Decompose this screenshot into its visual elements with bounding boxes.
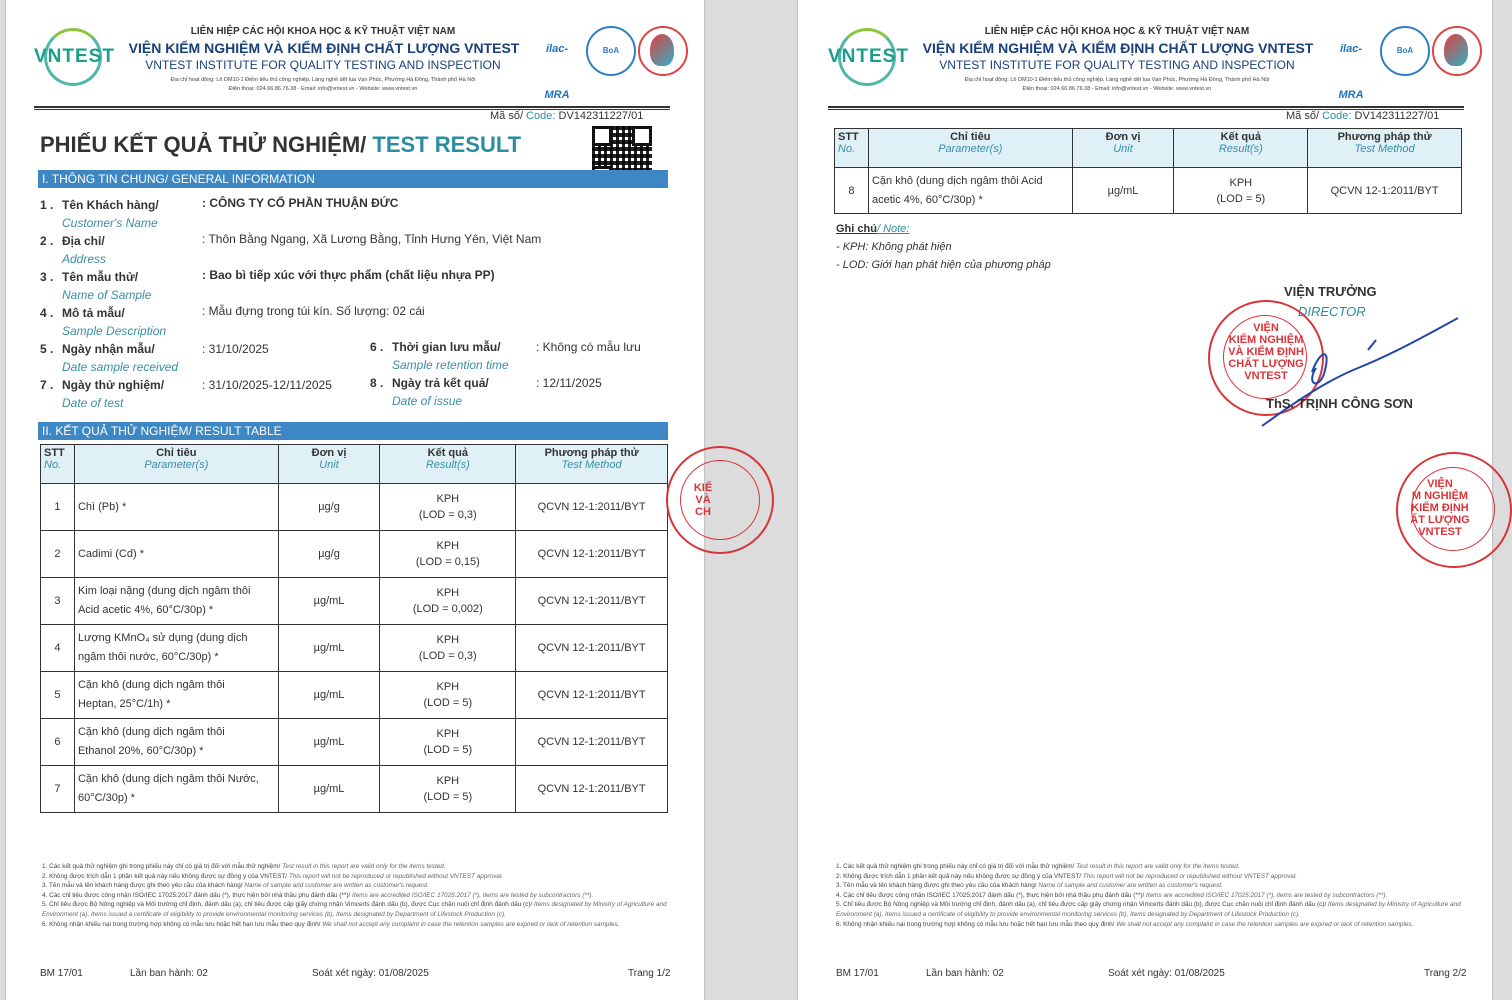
result-table	[40, 444, 668, 813]
field-sample-value: : Bao bì tiếp xúc với thực phẩm (chất liệu nhựa PP)	[202, 268, 495, 282]
footer-form: BM 17/01	[40, 968, 83, 979]
vntest-logo: VNTEST	[34, 28, 110, 88]
director-title: VIỆN TRƯỞNG	[1284, 284, 1377, 299]
footer-review: Soát xét ngày: 01/08/2025	[312, 968, 429, 979]
vimcerts-badge-icon	[638, 26, 688, 76]
table-row: 4 Lượng KMnO₄ sử dụng (dung dịch ngâm thôi nước, 60°C/30p) * µg/mL KPH (LOD = 0,3) QCVN 12-1:2011/BYT	[41, 625, 668, 672]
table-row: 8 Cặn khô (dung dịch ngâm thôi Acid acetic 4%, 60°C/30p) * µg/mL KPH (LOD = 5) QCVN 12-1:2011/BYT	[835, 168, 1462, 214]
section-result-table: II. KẾT QUẢ THỬ NGHIỆM/ RESULT TABLE	[38, 422, 668, 440]
report-notes: 1. Các kết quả thử nghiệm ghi trong phiếu này chỉ có giá trị đối với mẫu thử nghiệm/ Test result in this report are valid only for the items tested. 2. Không được trích dẫn 1 phần kết quả này nếu không được sự đồng ý của VNTEST/ This report will not be reproduced or republished without VNTEST approval. 3. Tên mẫu và tên khách hàng được ghi theo yêu cầu của khách hàng/ Name of sample and customer are written as customer's request. 4. Các chỉ tiêu được công nhận ISO/IEC 17025:2017 đánh dấu (*), thực hiện bởi nhà thầu phụ đánh dấu (**)/ Items are accredited ISO/IEC 17025:2017 (*), items are tested by subcontractors (**). 5. Chỉ tiêu được Bộ Nông nghiệp và Môi trường chỉ định, đánh dấu (a), chỉ tiêu được cấp giấy chứng nhận Vimcerts đánh dấu (b), được Cục chăn nuôi chỉ định đánh dấu (c)/ Items designated by Ministry of Agriculture and Environment (a), Items issued a certificate of eligibility to provide environmental monitoring services (b), Items designated by Department of Lifestock Production (c). 6. Không nhận khiếu nại trong trường hợp không có mẫu lưu hoặc hết hạn lưu mẫu theo quy định/ We shall not accept any complaint in case the retention samples are expired or lack of retention samples.	[836, 863, 1461, 928]
field-customer-label: 1 . Tên Khách hàng/	[40, 198, 159, 212]
col-header-parameter: Chỉ tiêu Parameter(s)	[868, 129, 1072, 168]
result-table-continued	[834, 128, 1462, 214]
footer-page: Trang 1/2	[628, 968, 671, 979]
field-testdate-sub: Date of test	[62, 396, 124, 410]
field-testdate-label: 7 . Ngày thử nghiệm/	[40, 378, 165, 392]
report-code: Mã số/ Code: DV142311227/01	[1286, 110, 1440, 122]
field-issue-label: 8 . Ngày trả kết quả/	[370, 376, 489, 390]
note-line-lod: - LOD: Giới hạn phát hiện của phương pháp	[836, 259, 1051, 271]
col-header-unit: Đơn vị Unit	[1072, 129, 1174, 168]
note-title: Ghi chú/ Note:	[836, 223, 910, 235]
table-row: 3 Kim loại nặng (dung dịch ngâm thôi Acid acetic 4%, 60°C/30p) * µg/mL KPH (LOD = 0,002) QCVN 12-1:2011/BYT	[41, 578, 668, 625]
letterhead	[828, 22, 1468, 104]
page-2	[798, 0, 1492, 1000]
col-header-unit: Đơn vị Unit	[278, 445, 380, 484]
field-retention-sub: Sample retention time	[392, 358, 509, 372]
table-header-row	[835, 129, 1462, 168]
field-sample-label: 3 . Tên mẫu thử/	[40, 270, 139, 284]
report-code: Mã số/ Code: DV142311227/01	[490, 110, 644, 122]
table-row: 2 Cadimi (Cd) * µg/g KPH (LOD = 0,15) QCVN 12-1:2011/BYT	[41, 531, 668, 578]
page-title: PHIẾU KẾT QUẢ THỬ NGHIỆM/ TEST RESULT	[40, 132, 522, 157]
field-address-label: 2 . Địa chỉ/	[40, 234, 105, 248]
field-retention-label: 6 . Thời gian lưu mẫu/	[370, 340, 501, 354]
note-line-kph: - KPH: Không phát hiện	[836, 241, 952, 253]
vimcerts-badge-icon	[1432, 26, 1482, 76]
institute-name: VIỆN KIỂM NGHIỆM VÀ KIỂM ĐỊNH CHẤT LƯỢNG VNTEST	[128, 40, 520, 56]
field-address-value: : Thôn Bằng Ngang, Xã Lương Bằng, Tỉnh Hưng Yên, Việt Nam	[202, 232, 542, 246]
field-received-sub: Date sample received	[62, 360, 179, 374]
col-header-method: Phương pháp thử Test Method	[516, 445, 668, 484]
col-header-no: STT No.	[835, 129, 869, 168]
institute-name: VIỆN KIỂM NGHIỆM VÀ KIỂM ĐỊNH CHẤT LƯỢNG VNTEST	[922, 40, 1314, 56]
table-row: 1 Chì (Pb) * µg/g KPH (LOD = 0,3) QCVN 12-1:2011/BYT	[41, 484, 668, 531]
seal-stamp-partial-icon: KIỂ VÀ CH	[666, 446, 774, 554]
official-seal-icon: VIỆN KIỂM NGHIỆM VÀ KIỂM ĐỊNH CHẤT LƯỢNG VNTEST	[1208, 300, 1324, 416]
field-issue-value: : 12/11/2025	[536, 376, 602, 390]
field-retention-value: : Không có mẫu lưu	[536, 340, 641, 354]
ilac-badge-icon: ilac-MRA	[1338, 43, 1364, 101]
footer-edition: Lần ban hành: 02	[130, 968, 208, 979]
footer-edition: Lần ban hành: 02	[926, 968, 1004, 979]
institute-address: Địa chỉ hoạt động: Lô DM10-1 Điểm tiểu thủ công nghiệp, Làng nghề dệt lụa Vạn Phúc, Phường Hà Đông, Thành phố Hà Nội Điện thoại: 024.66.86.76.38 - Email: info@vntest.vn - Website: www.vntest.vn	[964, 77, 1270, 92]
field-customer-value: : CÔNG TY CỔ PHẦN THUẬN ĐỨC	[202, 196, 399, 210]
field-customer-sub: Customer's Name	[62, 216, 158, 230]
footer-form: BM 17/01	[836, 968, 879, 979]
institute-name-en: VNTEST INSTITUTE FOR QUALITY TESTING AND INSPECTION	[939, 58, 1295, 72]
field-testdate-value: : 31/10/2025-12/11/2025	[202, 378, 332, 392]
page-1	[6, 0, 713, 1000]
field-description-sub: Sample Description	[62, 324, 167, 338]
ilac-badge-icon: ilac-MRA	[544, 43, 570, 101]
institute-address: Địa chỉ hoạt động: Lô DM10-1 Điểm tiểu thủ công nghiệp, Làng nghề dệt lụa Vạn Phúc, Phường Hà Đông, Thành phố Hà Nội Điện thoại: 024.66.86.76.38 - Email: info@vntest.vn - Website: www.vntest.vn	[170, 77, 476, 92]
institute-name-en: VNTEST INSTITUTE FOR QUALITY TESTING AND INSPECTION	[145, 58, 501, 72]
col-header-parameter: Chỉ tiêu Parameter(s)	[74, 445, 278, 484]
col-header-no: STT No.	[41, 445, 75, 484]
field-sample-sub: Name of Sample	[62, 288, 152, 302]
field-description-label: 4 . Mô tả mẫu/	[40, 306, 125, 320]
table-row: 6 Cặn khô (dung dịch ngâm thôi Ethanol 20%, 60°C/30p) * µg/mL KPH (LOD = 5) QCVN 12-1:2011/BYT	[41, 719, 668, 766]
letterhead	[34, 22, 674, 104]
field-received-value: : 31/10/2025	[202, 342, 269, 356]
field-description-value: : Mẫu đựng trong túi kín. Số lượng: 02 cái	[202, 304, 425, 318]
boa-badge-icon: BoA	[586, 26, 636, 76]
table-header-row	[41, 445, 668, 484]
accreditation-badges	[1328, 26, 1468, 101]
table-row: 7 Cặn khô (dung dịch ngâm thôi Nước, 60°C/30p) * µg/mL KPH (LOD = 5) QCVN 12-1:2011/BYT	[41, 766, 668, 813]
col-header-result: Kết quả Result(s)	[380, 445, 516, 484]
footer-review: Soát xét ngày: 01/08/2025	[1108, 968, 1225, 979]
report-notes: 1. Các kết quả thử nghiệm ghi trong phiếu này chỉ có giá trị đối với mẫu thử nghiệm/ Test result in this report are valid only for the items tested. 2. Không được trích dẫn 1 phần kết quả này nếu không được sự đồng ý của VNTEST/ This report will not be reproduced or republished without VNTEST approval. 3. Tên mẫu và tên khách hàng được ghi theo yêu cầu của khách hàng/ Name of sample and customer are written as customer's request. 4. Các chỉ tiêu được công nhận ISO/IEC 17025:2017 đánh dấu (*), thực hiện bởi nhà thầu phụ đánh dấu (**)/ Items are accredited ISO/IEC 17025:2017 (*), items are tested by subcontractors (**). 5. Chỉ tiêu được Bộ Nông nghiệp và Môi trường chỉ định, đánh dấu (a), chỉ tiêu được cấp giấy chứng nhận Vimcerts đánh dấu (b), được Cục chăn nuôi chỉ định đánh dấu (c)/ Items designated by Ministry of Agriculture and Environment (a), Items issued a certificate of eligibility to provide environmental monitoring services (b), Items designated by Department of Lifestock Production (c). 6. Không nhận khiếu nại trong trường hợp không có mẫu lưu hoặc hết hạn lưu mẫu theo quy định/ We shall not accept any complaint in case the retention samples are expired or lack of retention samples.	[42, 863, 667, 928]
accreditation-badges	[534, 26, 674, 101]
field-received-label: 5 . Ngày nhận mẫu/	[40, 342, 155, 356]
seal-stamp-partial-icon: VIỆN M NGHIỆM KIỂM ĐỊNH ẤT LƯỢNG VNTEST	[1396, 452, 1512, 568]
field-address-sub: Address	[62, 252, 107, 266]
col-header-method: Phương pháp thử Test Method	[1308, 129, 1462, 168]
union-name: LIÊN HIỆP CÁC HỘI KHOA HỌC & KỸ THUẬT VIỆT NAM	[984, 26, 1250, 37]
director-title-en: DIRECTOR	[1298, 304, 1366, 319]
signer-name: ThS. TRỊNH CÔNG SƠN	[1266, 396, 1413, 411]
boa-badge-icon: BoA	[1380, 26, 1430, 76]
union-name: LIÊN HIỆP CÁC HỘI KHOA HỌC & KỸ THUẬT VIỆT NAM	[190, 26, 456, 37]
director-signature-icon	[1258, 310, 1468, 430]
section-general-info: I. THÔNG TIN CHUNG/ GENERAL INFORMATION	[38, 170, 668, 188]
table-row: 5 Cặn khô (dung dịch ngâm thôi Heptan, 25°C/1h) * µg/mL KPH (LOD = 5) QCVN 12-1:2011/BYT	[41, 672, 668, 719]
col-header-result: Kết quả Result(s)	[1174, 129, 1308, 168]
field-issue-sub: Date of issue	[392, 394, 463, 408]
footer-page: Trang 2/2	[1424, 968, 1467, 979]
vntest-logo: VNTEST	[828, 28, 904, 88]
